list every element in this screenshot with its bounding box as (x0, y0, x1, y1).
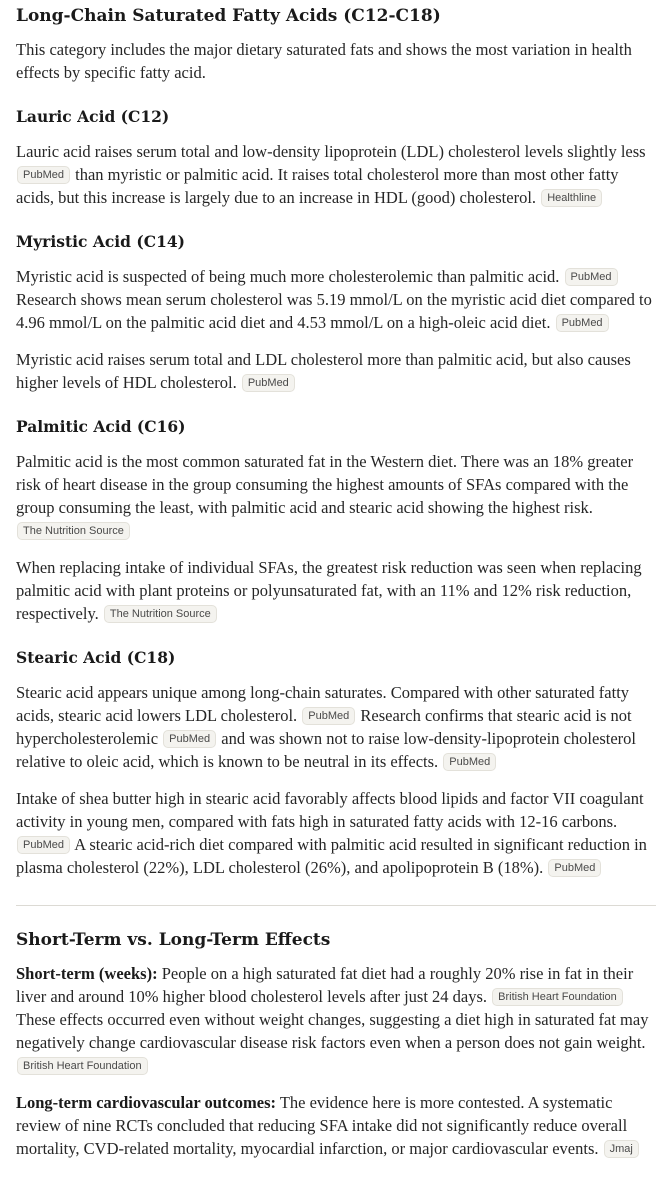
citation-pubmed[interactable]: PubMed (548, 859, 601, 877)
paragraph-text: Research confirms that stearic acid is not hypercholesterolemic (16, 706, 632, 748)
myristic-heading: Myristic Acid (C14) (16, 232, 185, 251)
citation-pubmed[interactable]: PubMed (302, 707, 355, 725)
citation-jmaj[interactable]: Jmaj (604, 1140, 639, 1158)
paragraph-text: Myristic acid is suspected of being much more cholesterolemic than palmitic acid. (16, 267, 560, 286)
paragraph-text: Stearic acid appears unique among long-chain saturates. Compared with other saturated fatty acids, stearic acid lowers LDL cholesterol. (16, 683, 630, 725)
citation-pubmed[interactable]: PubMed (17, 166, 70, 184)
citation-bhf[interactable]: British Heart Foundation (17, 1057, 148, 1075)
stearic-paragraph-1 (16, 681, 656, 773)
citation-pubmed[interactable]: PubMed (556, 314, 609, 332)
long-term-paragraph (16, 1091, 656, 1160)
paragraph-text: Palmitic acid is the most common saturated fat in the Western diet. There was an 18% greater risk of heart disease in the group consuming the highest amounts of SFAs compared with the group consuming the least, with palmitic acid and stearic acid showing the highest risk. (16, 452, 634, 517)
citation-pubmed[interactable]: PubMed (443, 753, 496, 771)
paragraph-text: These effects occurred even without weight changes, suggesting a diet high in saturated fat may negatively change cardiovascular disease risk factors even when a person does not gain weight. (16, 1010, 649, 1052)
citation-pubmed[interactable]: PubMed (565, 268, 618, 286)
myristic-paragraph-1 (16, 265, 656, 334)
paragraph-text: Lauric acid raises serum total and low-density lipoprotein (LDL) cholesterol levels slightly less (16, 142, 646, 161)
paragraph-text: Research shows mean serum cholesterol was 5.19 mmol/L on the myristic acid diet compared to 4.96 mmol/L on the palmitic acid diet and 4.53 mmol/L on a high-oleic acid diet. (16, 290, 652, 332)
citation-bhf[interactable]: British Heart Foundation (492, 988, 623, 1006)
citation-nutrition-source[interactable]: The Nutrition Source (17, 522, 130, 540)
term-effects-heading: Short-Term vs. Long-Term Effects (16, 930, 331, 950)
citation-pubmed[interactable]: PubMed (163, 730, 216, 748)
palmitic-heading: Palmitic Acid (C16) (16, 417, 186, 436)
paragraph-text: The evidence here is more contested. A systematic review of nine RCTs concluded that reducing SFA intake did not significantly reduce overall mortality, CVD-related mortality, myocardial infarction, or major cardiovascular events. (16, 1093, 628, 1158)
short-term-paragraph (16, 962, 656, 1077)
paragraph-text: Myristic acid raises serum total and LDL cholesterol more than palmitic acid, but also causes higher levels of HDL cholesterol. (16, 350, 631, 392)
paragraph-text: A stearic acid-rich diet compared with palmitic acid resulted in significant reduction in plasma cholesterol (22%), LDL cholesterol (26%), and apolipoprotein B (18%). (16, 835, 647, 877)
short-term-label: Short-term (weeks): (16, 964, 158, 983)
section-divider (16, 905, 656, 906)
palmitic-paragraph-1 (16, 450, 656, 542)
citation-nutrition-source[interactable]: The Nutrition Source (104, 605, 217, 623)
paragraph-text: and was shown not to raise low-density-lipoprotein cholesterol relative to oleic acid, which is known to be neutral in its effects. (16, 729, 636, 771)
section-title: Long-Chain Saturated Fatty Acids (C12-C18) (16, 6, 441, 26)
intro-text: This category includes the major dietary saturated fats and shows the most variation in health effects by specific fatty acid. (16, 40, 632, 82)
lauric-paragraph (16, 140, 656, 209)
palmitic-paragraph-2 (16, 556, 656, 625)
paragraph-text: than myristic or palmitic acid. It raises total cholesterol more than most other fatty acids, but this increase is largely due to an increase in HDL (good) cholesterol. (16, 165, 619, 207)
long-term-label: Long-term cardiovascular outcomes: (16, 1093, 276, 1112)
citation-pubmed[interactable]: PubMed (17, 836, 70, 854)
paragraph-text: When replacing intake of individual SFAs, the greatest risk reduction was seen when replacing palmitic acid with plant proteins or polyunsaturated fat, with an 11% and 12% risk reduction, respectively. (16, 558, 642, 623)
lauric-heading: Lauric Acid (C12) (16, 107, 170, 126)
intro-paragraph (16, 38, 656, 84)
myristic-paragraph-2 (16, 348, 656, 394)
stearic-paragraph-2 (16, 787, 656, 879)
paragraph-text: People on a high saturated fat diet had a roughly 20% rise in fat in their liver and around 10% higher blood cholesterol levels after just 24 days. (16, 964, 634, 1006)
citation-pubmed[interactable]: PubMed (242, 374, 295, 392)
stearic-heading: Stearic Acid (C18) (16, 648, 176, 667)
paragraph-text: Intake of shea butter high in stearic acid favorably affects blood lipids and factor VII coagulant activity in young men, compared with fats high in saturated fatty acids with 12-16 carbons. (16, 789, 644, 831)
citation-healthline[interactable]: Healthline (541, 189, 602, 207)
